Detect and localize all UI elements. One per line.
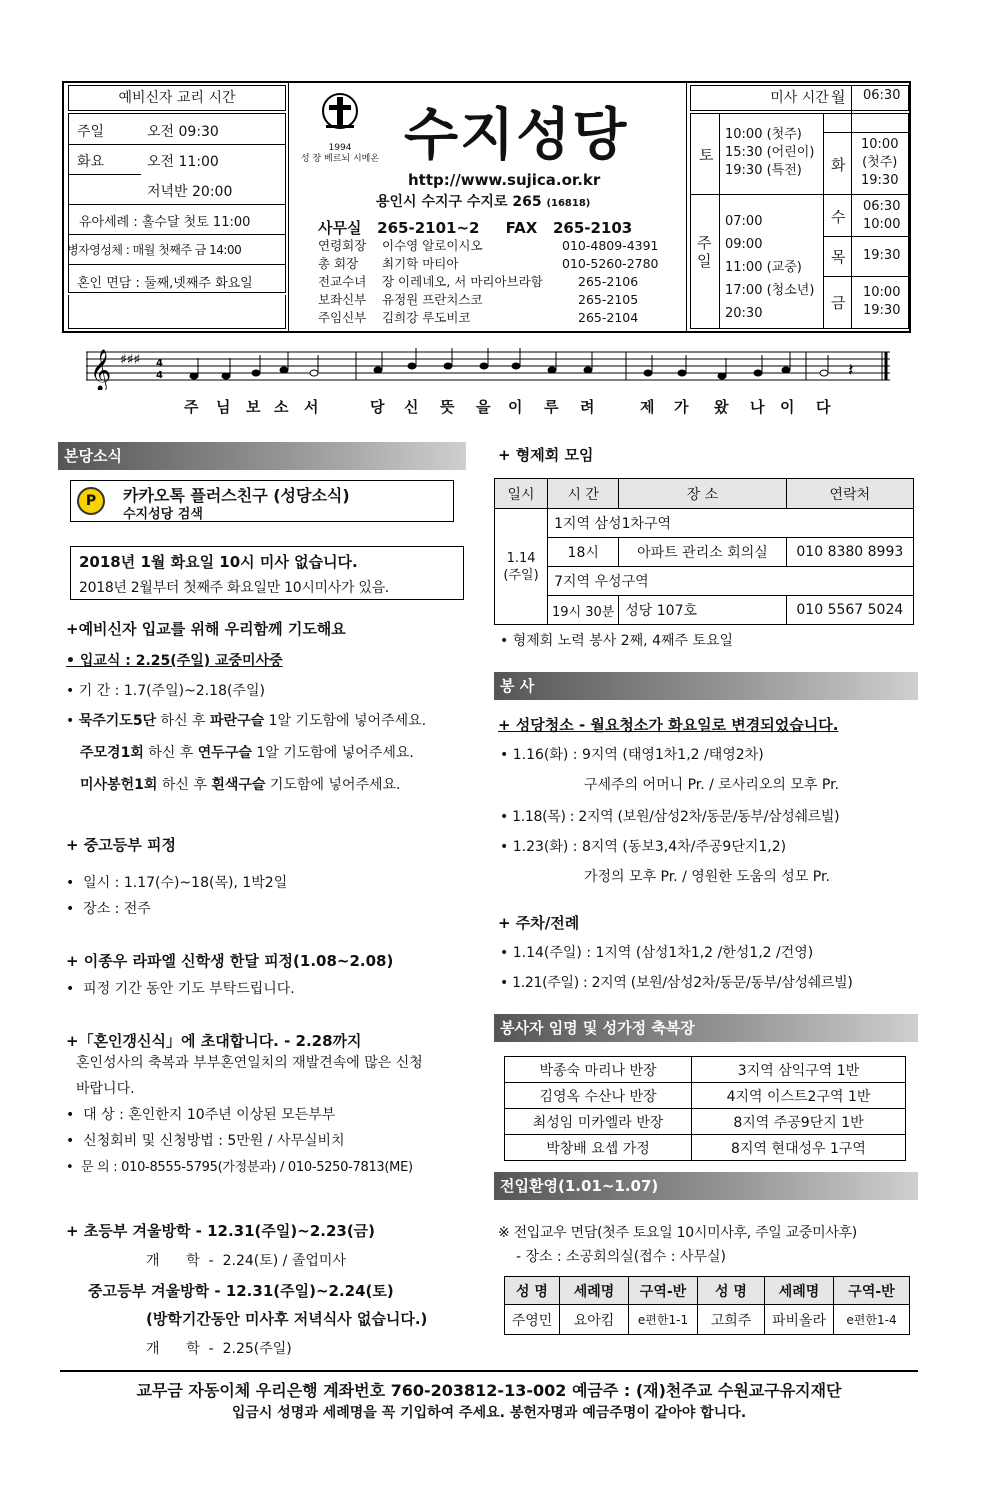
catechism-time: 오전 09:30 — [147, 124, 219, 140]
cleaning-line: • 1.23(화) : 8지역 (동보3,4차/주공9단지1,2) — [500, 839, 787, 855]
sick-communion-info: 병자영성체 : 매월 첫째주 금 14:00 — [67, 243, 242, 257]
meeting-phone: 010 5567 5024 — [786, 596, 913, 625]
meeting-phone: 010 8380 8993 — [786, 538, 913, 567]
lyric-syllable: 려 — [580, 398, 595, 416]
vacation-elementary: + 초등부 겨울방학 - 12.31(주일)~2.23(금) — [66, 1222, 376, 1240]
vacation-opening: 개 학 - 2.25(주일) — [146, 1341, 292, 1357]
lyric-syllable: 신 — [404, 398, 419, 416]
lyric-syllable: 소 — [274, 398, 289, 416]
weekday-times: 10:00 (첫주) 19:30 — [861, 137, 899, 188]
renewal-target: • 대 상 : 혼인한지 10주년 이상된 모든부부 — [66, 1107, 336, 1123]
weekday-label: 목 — [831, 248, 846, 266]
staff-row — [318, 309, 678, 327]
cleaning-text: 1.16(화) : 9지역 (태영1차1,2 /태영2차) — [512, 747, 764, 763]
weekday-label: 수 — [831, 208, 846, 226]
cleaning-line: • 1.18(목) : 2지역 (보원/삼성2차/동문/동부/삼성쉐르빌) — [500, 809, 840, 825]
appoint-area: 4지역 이스트2구역 1반 — [692, 1083, 906, 1109]
svg-text:𝄞: 𝄞 — [90, 350, 112, 390]
brothers-note-text: 형제회 노력 봉사 2째, 4째주 토요일 — [512, 633, 734, 649]
vacation-middle-high: 중고등부 겨울방학 - 12.31(주일)~2.24(토) — [88, 1282, 394, 1300]
catechumen-title: +예비신자 입교를 위해 우리함께 기도해요 — [66, 620, 346, 638]
lyric-syllable: 이 — [780, 398, 795, 416]
weekday-times: 06:30 10:00 — [863, 199, 901, 232]
renewal-title: +「혼인갱신식」에 초대합니다. - 2.28까지 — [66, 1032, 362, 1050]
lyric-syllable: 가 — [674, 398, 689, 416]
welcome-section-bar: 전입환영(1.01~1.07) — [494, 1172, 918, 1200]
kakao-plus-icon: P — [77, 487, 105, 515]
mass-sat-times — [725, 126, 814, 180]
welcome-place: - 장소 : 소공회의실(접수 : 사무실) — [516, 1249, 726, 1265]
lyric-syllable: 루 — [544, 398, 559, 416]
weekday-times: 10:00 19:30 — [863, 285, 901, 318]
divider — [686, 83, 687, 331]
weekday-label: 화 — [831, 156, 846, 174]
appoint-section-bar: 봉사자 임명 및 성가정 축복장 — [494, 1014, 918, 1042]
table-header: 세례명 — [560, 1277, 629, 1305]
bead-color: 흰색구슬 — [211, 777, 266, 793]
mass-time: 11:00 (교중) — [725, 260, 802, 275]
prayer-text: 1알 기도함에 넣어주세요. — [264, 713, 427, 729]
lyric-syllable: 을 — [476, 398, 491, 416]
period-text: 기 간 : 1.7(주일)~2.18(주일) — [78, 683, 265, 699]
renewal-target-text: 대 상 : 혼인한지 10주년 이상된 모든부부 — [83, 1107, 336, 1123]
meeting-place: 아파트 관리소 회의실 — [619, 538, 786, 567]
prayer-text: 하신 후 — [156, 713, 211, 729]
appoint-name: 박창배 요셉 가정 — [505, 1135, 692, 1161]
cleaning-line: 가정의 모후 Pr. / 영원한 도움의 성모 Pr. — [584, 869, 830, 885]
mass-time: 07:00 — [725, 214, 763, 229]
weekday-label: 월 — [831, 88, 846, 106]
welcome-area: e편한1-4 — [834, 1305, 910, 1335]
svg-text:♯♯♯: ♯♯♯ — [120, 352, 141, 368]
catechism-day: 주일 — [77, 124, 105, 140]
church-logo — [300, 91, 380, 167]
music-staff — [86, 340, 892, 420]
brothers-table — [494, 478, 914, 625]
brothers-title: + 형제회 모임 — [498, 446, 594, 464]
staff-phone: 265-2104 — [578, 310, 639, 325]
fax-number: 265-2103 — [552, 219, 633, 237]
renewal-desc: 혼인성사의 축복과 부부혼연일치의 재발견속에 많은 신청 — [76, 1055, 423, 1071]
retreat-place-text: 장소 : 전주 — [83, 901, 151, 917]
staff-role: 주임신부 — [318, 310, 367, 325]
office-contact — [318, 217, 632, 238]
staff-phone: 010-4809-4391 — [562, 238, 659, 253]
table-header: 세례명 — [765, 1277, 834, 1305]
weekday-times: 19:30 — [863, 248, 901, 263]
mass-time: 20:30 — [725, 306, 763, 321]
cleaning-text: 1.18(목) : 2지역 (보원/삼성2차/동문/동부/삼성쉐르빌) — [512, 809, 840, 825]
staff-row — [318, 255, 678, 273]
lyric-syllable: 뜻 — [440, 398, 455, 416]
lyric-syllable: 다 — [816, 398, 831, 416]
music-notation — [86, 340, 892, 390]
notice-line: 2018년 1월 화요일 10시 미사 없습니다. — [79, 553, 358, 571]
youth-retreat-date: • 일시 : 1.17(수)~18(목), 1박2일 — [66, 875, 288, 891]
service-section-bar: 봉 사 — [494, 672, 918, 700]
zip-code: (16818) — [546, 198, 591, 209]
meeting-area: 7지역 우성구역 — [548, 567, 914, 596]
table-header: 성 명 — [505, 1277, 560, 1305]
appoint-area: 8지역 주공9단지 1반 — [692, 1109, 906, 1135]
staff-name: 장 이레네오, 서 마리아브라함 — [382, 274, 543, 289]
lyric-syllable: 서 — [304, 398, 319, 416]
appoint-area: 8지역 현대성우 1구역 — [692, 1135, 906, 1161]
staff-row — [318, 291, 678, 309]
marriage-info: 혼인 면담 : 둘째,넷째주 화요일 — [77, 276, 253, 291]
parking-text: 1.14(주일) : 1지역 (삼성1차1,2 /한성1,2 /건영) — [512, 945, 814, 961]
mass-sun-times — [725, 210, 814, 325]
mass-time: 09:00 — [725, 237, 763, 252]
prayer-text: 하신 후 — [157, 777, 212, 793]
notice-line: 2018년 2월부터 첫째주 화요일만 10시미사가 있음. — [79, 580, 389, 596]
website-link[interactable]: http://www.sujica.or.kr — [408, 171, 601, 189]
office-phone: 265-2101~2 — [377, 219, 480, 237]
lyric-syllable: 이 — [508, 398, 523, 416]
prayer-kind: 묵주기도5단 — [78, 713, 157, 729]
mass-sun-label: 주일 — [697, 234, 712, 270]
table-header: 성 명 — [698, 1277, 765, 1305]
prayer-kind: 미사봉헌1회 — [80, 777, 158, 793]
staff-phone: 265-2106 — [578, 274, 639, 289]
table-header: 일시 — [495, 479, 548, 509]
office-label: 사무실 — [318, 219, 362, 237]
lyric-syllable: 나 — [750, 398, 765, 416]
prayer-kind: 주모경1회 — [80, 745, 144, 761]
staff-phone: 010-5260-2780 — [562, 256, 659, 271]
prayer-line: • 묵주기도5단 하신 후 파란구슬 1알 기도함에 넣어주세요. — [66, 713, 427, 729]
lyrics — [86, 396, 892, 418]
table-row — [505, 1305, 910, 1335]
meeting-time: 18시 — [548, 538, 619, 567]
prayer-line — [80, 774, 401, 794]
weekday-label: 금 — [831, 294, 846, 312]
church-logo-icon — [320, 91, 360, 139]
footer-note: 입금시 성명과 세례명을 꼭 기입하여 주세요. 봉헌자명과 예금주명이 같아야 합니다. — [231, 1405, 747, 1421]
weekday-times: 06:30 — [863, 88, 901, 103]
parking-line: • 1.21(주일) : 2지역 (보원/삼성2차/동문/동부/삼성쉐르빌) — [500, 975, 853, 991]
footer-account: 교무금 자동이체 우리은행 계좌번호 760-203812-13-002 예금주 : (재)천주교 수원교구유지재단 — [136, 1381, 842, 1400]
prayer-text: 하신 후 — [143, 745, 198, 761]
staff-phone: 265-2105 — [578, 292, 639, 307]
catechumen-period: • 기 간 : 1.7(주일)~2.18(주일) — [66, 683, 265, 699]
mass-sat-label: 토 — [699, 146, 714, 164]
welcome-name: 고희주 — [698, 1305, 765, 1335]
welcome-table — [504, 1276, 910, 1335]
kakao-box[interactable] — [70, 480, 454, 522]
youth-retreat-place: • 장소 : 전주 — [66, 901, 151, 917]
baptism-info: 유아세례 : 홀수달 첫토 11:00 — [79, 215, 251, 230]
header-box — [62, 81, 911, 333]
staff-row — [318, 273, 678, 291]
catechism-box — [68, 113, 286, 293]
mass-title: 미사 시간 — [690, 85, 909, 111]
staff-role: 총 회장 — [318, 256, 359, 271]
table-header: 구역-반 — [834, 1277, 910, 1305]
lyric-syllable: 제 — [640, 398, 655, 416]
lyric-syllable: 왔 — [714, 398, 729, 416]
bead-color: 파란구슬 — [210, 713, 265, 729]
staff-list — [318, 237, 678, 327]
welcome-baptism: 파비올라 — [765, 1305, 834, 1335]
catechism-time: 저녁반 20:00 — [147, 184, 233, 200]
cleaning-line: 구세주의 어머니 Pr. / 로사리오의 모후 Pr. — [584, 777, 839, 793]
logo-year: 1994 — [328, 143, 352, 153]
kakao-title: 카카오톡 플러스친구 (성당소식) — [123, 486, 350, 505]
cleaning-title: + 성당청소 - 월요청소가 화요일로 변경되었습니다. — [498, 716, 839, 734]
welcome-area: e편한1-1 — [629, 1305, 698, 1335]
youth-retreat-title: + 중고등부 피정 — [66, 836, 176, 854]
renewal-fee: • 신청회비 및 신청방법 : 5만원 / 사무실비치 — [66, 1133, 345, 1149]
vacation-note: (방학기간동안 미사후 저녁식사 없습니다.) — [146, 1310, 428, 1328]
welcome-name: 주영민 — [505, 1305, 560, 1335]
catechism-title: 예비신자 교리 시간 — [68, 85, 286, 111]
appoint-area: 3지역 삼익구역 1반 — [692, 1057, 906, 1083]
seminarian-title: + 이종우 라파엘 신학생 한달 피정(1.08~2.08) — [66, 952, 394, 970]
prayer-text: 1알 기도함에 넣어주세요. — [251, 745, 414, 761]
address-text: 용인시 수지구 수지로 265 — [376, 194, 542, 210]
lyric-syllable: 주 — [184, 398, 199, 416]
news-section-bar: 본당소식 — [58, 442, 466, 470]
notice-box — [70, 546, 464, 600]
mass-time: 19:30 (특전) — [725, 163, 802, 178]
cleaning-line: • 1.16(화) : 9지역 (태영1차1,2 /태영2차) — [500, 747, 764, 763]
staff-role: 연령회장 — [318, 238, 367, 253]
meeting-area: 1지역 삼성1차구역 — [548, 509, 914, 538]
lyric-syllable: 님 — [216, 398, 231, 416]
staff-row — [318, 237, 678, 255]
renewal-desc: 바랍니다. — [76, 1081, 135, 1097]
staff-role: 보좌신부 — [318, 292, 367, 307]
seminarian-text: • 피정 기간 동안 기도 부탁드립니다. — [66, 981, 295, 997]
kakao-sub: 수지성당 검색 — [123, 507, 203, 522]
divider — [288, 83, 289, 331]
entry-text: 입교식 : 2.25(주일) 교중미사중 — [79, 653, 283, 669]
appoint-name: 김영옥 수산나 반장 — [505, 1083, 692, 1109]
table-header: 시 간 — [548, 479, 619, 509]
staff-name: 이수영 알로이시오 — [382, 238, 483, 253]
church-title: 수지성당 — [404, 103, 629, 168]
appoint-name: 박종숙 마리나 반장 — [505, 1057, 692, 1083]
lyric-syllable: 당 — [370, 398, 385, 416]
table-header: 구역-반 — [629, 1277, 698, 1305]
welcome-baptism: 요아킴 — [560, 1305, 629, 1335]
footer-divider — [60, 1370, 918, 1372]
prayer-text: 기도함에 넣어주세요. — [265, 777, 401, 793]
meeting-time: 19시 30분 — [548, 596, 619, 625]
appoint-table — [504, 1056, 906, 1161]
meeting-place: 성당 107호 — [619, 596, 786, 625]
svg-text:4: 4 — [156, 358, 163, 369]
renewal-contact-text: 문 의 : 010-8555-5795(가정분과) / 010-5250-7813(ME) — [81, 1160, 413, 1175]
welcome-note: ※ 전입교우 면담(첫주 토요일 10시미사후, 주일 교중미사후) — [498, 1225, 857, 1241]
brothers-note: • 형제회 노력 봉사 2째, 4째주 토요일 — [500, 633, 734, 649]
meeting-date: 1.14 (주일) — [495, 509, 548, 625]
staff-name: 최기학 마티아 — [382, 256, 459, 271]
retreat-date-text: 일시 : 1.17(수)~18(목), 1박2일 — [83, 875, 288, 891]
mass-time: 17:00 (청소년) — [725, 283, 815, 298]
mass-time: 15:30 (어린이) — [725, 145, 815, 160]
table-header: 연락처 — [786, 479, 913, 509]
seminarian-desc: 피정 기간 동안 기도 부탁드립니다. — [83, 981, 295, 997]
appoint-name: 최성임 미카엘라 반장 — [505, 1109, 692, 1135]
table-header: 장 소 — [619, 479, 786, 509]
staff-role: 전교수녀 — [318, 274, 367, 289]
catechism-time: 오전 11:00 — [147, 154, 219, 170]
fax-label: FAX — [505, 219, 538, 237]
renewal-fee-text: 신청회비 및 신청방법 : 5만원 / 사무실비치 — [83, 1133, 345, 1149]
address — [376, 191, 590, 211]
prayer-line — [80, 742, 414, 762]
catechism-day: 화요 — [77, 154, 105, 170]
staff-name: 김희강 루도비코 — [382, 310, 471, 325]
cleaning-text: 1.23(화) : 8지역 (동보3,4차/주공9단지1,2) — [512, 839, 787, 855]
svg-text:4: 4 — [156, 370, 163, 381]
renewal-contact: • 문 의 : 010-8555-5795(가정분과) / 010-5250-7813(ME) — [66, 1160, 413, 1175]
staff-name: 유정원 프란치스코 — [382, 292, 483, 307]
parking-title: + 주차/전례 — [498, 914, 580, 932]
mass-time: 10:00 (첫주) — [725, 127, 802, 142]
logo-name: 성 장 베르뇌 시메온 — [300, 154, 380, 164]
bead-color: 연두구슬 — [197, 745, 252, 761]
svg-text:𝄽: 𝄽 — [848, 360, 854, 381]
vacation-opening: 개 학 - 2.24(토) / 졸업미사 — [146, 1253, 346, 1269]
entry-ceremony: • 입교식 : 2.25(주일) 교중미사중 — [66, 653, 283, 669]
parking-line: • 1.14(주일) : 1지역 (삼성1차1,2 /한성1,2 /건영) — [500, 945, 814, 961]
parking-text: 1.21(주일) : 2지역 (보원/삼성2차/동문/동부/삼성쉐르빌) — [512, 975, 853, 991]
lyric-syllable: 보 — [246, 398, 261, 416]
